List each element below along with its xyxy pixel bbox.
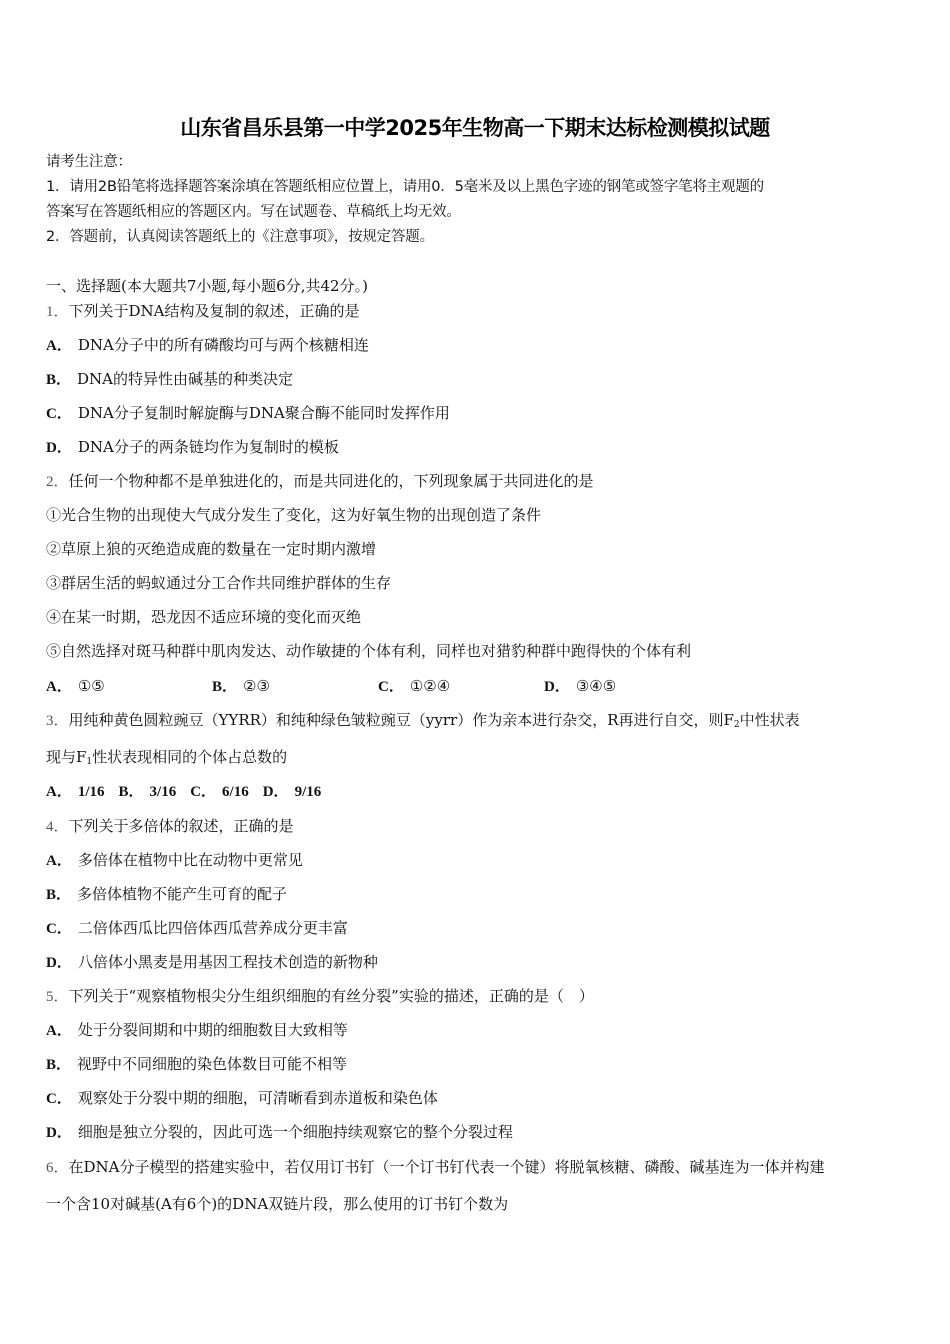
option-letter: A． [46,1023,72,1039]
option-letter: D． [262,784,289,800]
option-text: ②③ [243,677,270,695]
notice-item-1-line-2: 答案写在答题纸相应的答题区内。写在试题卷、草稿纸上均无效。 [46,204,461,220]
question-6-stem-line-2: 一个含10对碱基(A有6个)的DNA双链片段，那么使用的订书钉个数为 [46,1195,509,1213]
question-number: 1． [46,304,69,320]
question-2-option-c [378,676,544,697]
question-5-option-a [46,1020,348,1041]
option-text: DNA分子的两条链均作为复制时的模板 [77,438,339,456]
option-letter: D． [46,955,72,971]
option-text: 9/16 [294,784,322,800]
option-letter: B． [46,887,72,903]
question-2-option-a [46,676,212,697]
option-text: 1/16 [77,784,105,800]
option-letter: B． [118,784,144,800]
option-letter: C． [190,784,217,800]
notice-item-1-line-1: 1．请用2B铅笔将选择题答案涂填在答题纸相应位置上，请用0．5毫米及以上黑色字迹的钢笔或签字笔将主观题的 [46,179,764,195]
question-3-options [46,782,321,802]
question-2-statement-2: ②草原上狼的灭绝造成鹿的数量在一定时期内激增 [46,540,377,558]
option-letter: A． [46,338,72,354]
option-letter: A． [46,679,72,695]
question-text: 现与F [46,748,87,766]
option-text: DNA的特异性由碱基的种类决定 [77,370,294,388]
question-6-stem-line-1 [46,1157,825,1178]
option-letter: C． [378,679,404,695]
question-2-statement-4: ④在某一时期，恐龙因不适应环境的变化而灭绝 [46,608,362,626]
question-5-option-b [46,1054,347,1075]
question-2-option-b [212,676,378,697]
question-text: 在DNA分子模型的搭建实验中，若仅用订书钉（一个订书钉代表一个键）将脱氧核糖、磷酸、碱基连为一体并构建 [68,1158,825,1176]
question-5-option-d [46,1122,513,1143]
option-letter: C． [46,1091,72,1107]
option-text: 多倍体在植物中比在动物中更常见 [77,851,303,869]
option-text: 八倍体小黑麦是用基因工程技术创造的新物种 [77,953,378,971]
option-letter: D． [46,1125,72,1141]
question-1-option-b [46,369,293,390]
question-1-option-d [46,437,339,458]
option-text: ①②④ [409,677,451,695]
question-text: 任何一个物种都不是单独进化的，而是共同进化的，下列现象属于共同进化的是 [68,472,594,490]
question-3-stem-line-1 [46,710,800,735]
option-text: DNA分子中的所有磷酸均可与两个核糖相连 [77,336,369,354]
option-text: 二倍体西瓜比四倍体西瓜营养成分更丰富 [77,919,348,937]
option-letter: C． [46,921,72,937]
question-4-option-c [46,918,348,939]
question-number: 5． [46,989,69,1005]
question-5-option-c [46,1088,438,1109]
question-4-stem [46,816,294,837]
option-letter: C． [46,406,72,422]
question-1-option-a [46,335,369,356]
question-5-stem [46,986,594,1007]
question-text: 中性状表 [739,711,800,729]
option-letter: B． [46,1057,72,1073]
question-number: 3． [46,713,69,729]
question-2-statement-3: ③群居生活的蚂蚁通过分工合作共同维护群体的生存 [46,574,392,592]
question-1-stem [46,301,360,322]
option-text: DNA分子复制时解旋酶与DNA聚合酶不能同时发挥作用 [77,404,450,422]
subscript: 1 [86,757,93,767]
option-text: ①⑤ [77,677,105,695]
question-1-option-c [46,403,450,424]
question-text: 下列关于“观察植物根尖分生组织细胞的有丝分裂”实验的描述，正确的是（ ） [68,987,594,1005]
subscript: 2 [733,720,740,730]
notice-heading: 请考生注意： [46,154,132,170]
option-text: 观察处于分裂中期的细胞，可清晰看到赤道板和染色体 [77,1089,438,1107]
option-text: 处于分裂间期和中期的细胞数目大致相等 [77,1021,348,1039]
question-3-option-b [119,782,177,802]
option-text: 视野中不同细胞的染色体数目可能不相等 [77,1055,348,1073]
question-3-option-a [46,782,105,802]
question-2-option-d [544,676,710,697]
option-letter: A． [46,784,72,800]
question-text: 下列关于多倍体的叙述，正确的是 [68,817,294,835]
option-letter: B． [46,372,72,388]
option-text: 多倍体植物不能产生可育的配子 [77,885,288,903]
option-text: ③④⑤ [575,677,617,695]
question-2-statement-5: ⑤自然选择对斑马种群中肌肉发达、动作敏捷的个体有利，同样也对猎豹种群中跑得快的个体有利 [46,642,692,660]
question-number: 4． [46,819,69,835]
question-2-options [46,676,710,697]
option-letter: D． [544,679,570,695]
option-letter: D． [46,440,72,456]
question-number: 6． [46,1160,69,1176]
question-2-statement-1: ①光合生物的出现使大气成分发生了变化，这为好氧生物的出现创造了条件 [46,506,542,524]
question-4-option-d [46,952,378,973]
question-text: 性状表现相同的个体占总数的 [92,748,288,766]
section-heading: 一、选择题(本大题共7小题,每小题6分,共42分。) [46,277,368,295]
question-text: 用纯种黄色圆粒豌豆（YYRR）和纯种绿色皱粒豌豆（yyrr）作为亲本进行杂交，R再进行自交，则F [68,711,734,729]
question-3-option-c [190,782,249,802]
question-number: 2． [46,474,69,490]
question-4-option-a [46,850,303,871]
option-text: 3/16 [149,784,177,800]
option-text: 6/16 [222,784,249,800]
question-3-option-d [263,782,322,802]
option-text: 细胞是独立分裂的，因此可选一个细胞持续观察它的整个分裂过程 [77,1123,513,1141]
question-text: 下列关于DNA结构及复制的叙述，正确的是 [68,302,360,320]
question-3-stem-line-2 [46,747,287,772]
notice-item-2: 2．答题前，认真阅读答题纸上的《注意事项》，按规定答题。 [46,229,434,245]
option-letter: A． [46,853,72,869]
question-4-option-b [46,884,287,905]
question-2-stem [46,471,594,492]
document-title: 山东省昌乐县第一中学2025年生物高一下期末达标检测模拟试题 [180,116,770,140]
option-letter: B． [212,679,238,695]
